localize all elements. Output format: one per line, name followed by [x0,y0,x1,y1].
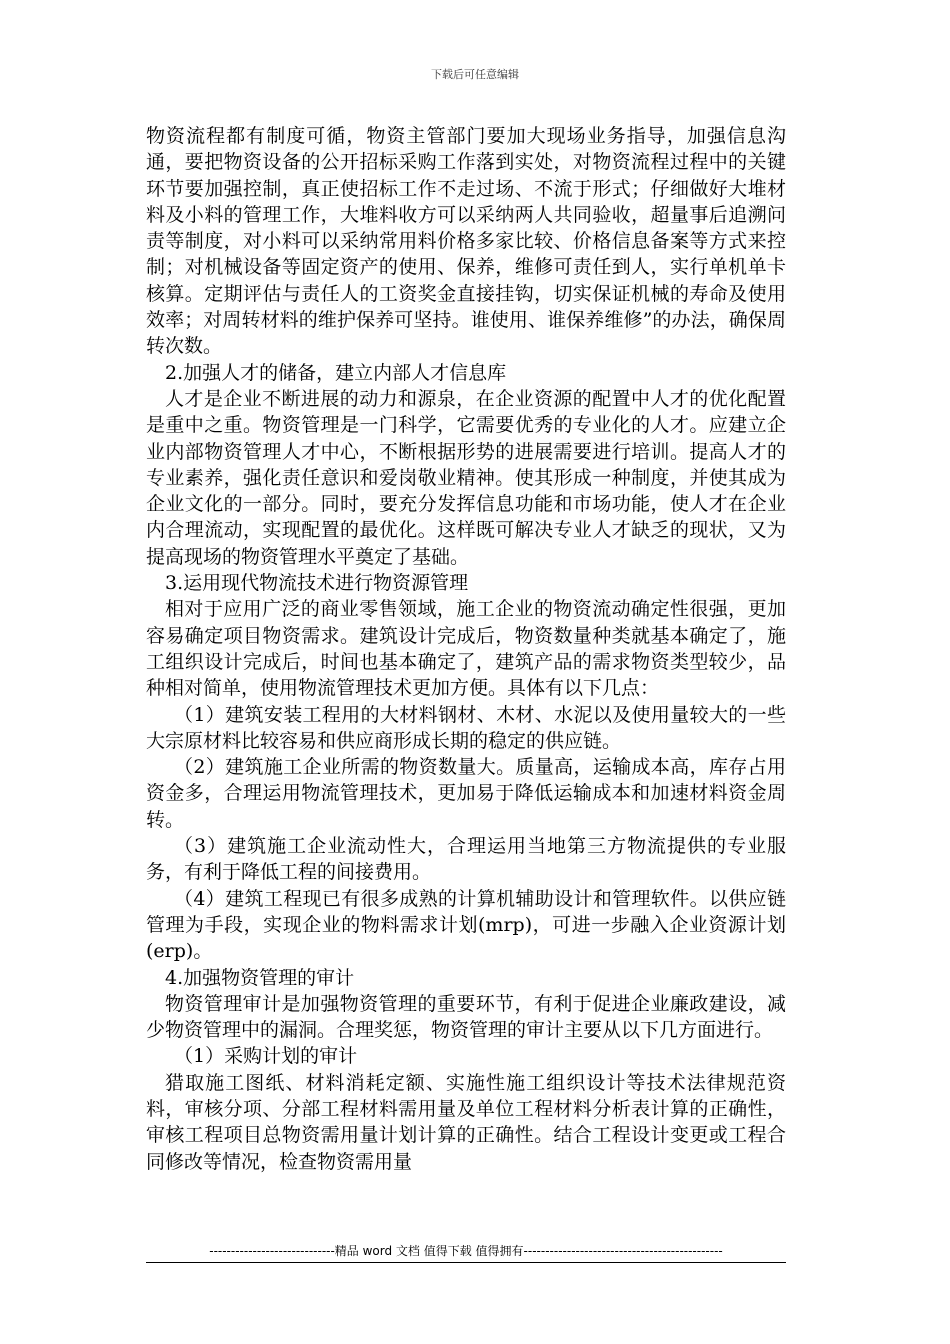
list-item-1: （1）建筑安装工程用的大材料钢材、木材、水泥以及使用量较大的一些大宗原材料比较容易和供应商形成长期的稳定的供应链。 [146,703,786,752]
subheading-procurement-audit: （1）采购计划的审计 [174,1045,358,1068]
section-heading-talent: 2.加强人才的储备，建立内部人才信息库 [165,361,507,384]
paragraph-material-flow: 物资流程都有制度可循，物资主管部门要加大现场业务指导，加强信息沟通，要把物资设备的公开招标采购工作落到实处，对物资流程过程中的关键环节要加强控制，真正使招标工作不走过场、不流于形式；仔细做好大堆材料及小料的管理工作，大堆料收方可以采纳两人共同验收，超量事后追溯问责等制度，对小料可以采纳常用料价格多家比较、价格信息备案等方式来控制；对机械设备等固定资产的使用、保养，维修可责任到人，实行单机单卡核算。定期评估与责任人的工资奖金直接挂钩，切实保证机械的寿命及使用效率；对周转材料的维护保养可坚持。谁使用、谁保养维修”的办法，确保周转次数。 [146,125,786,358]
paragraph-audit: 物资管理审计是加强物资管理的重要环节，有利于促进企业廉政建设，减少物资管理中的漏洞。合理奖惩，物资管理的审计主要从以下几方面进行。 [146,992,786,1042]
document-body [146,123,786,1175]
paragraph-procurement-audit: 猎取施工图纸、材料消耗定额、实施性施工组织设计等技术法律规范资料，审核分项、分部工程材料需用量及单位工程材料分析表计算的正确性，审核工程项目总物资需用量计划计算的正确性。结合工程设计变更或工程合同修改等情况，检查物资需用量 [146,1071,786,1173]
section-heading-logistics: 3.运用现代物流技术进行物资源管理 [165,572,469,595]
footer-divider [146,1262,786,1263]
list-item-2: （2）建筑施工企业所需的物资数量大。质量高，运输成本高，库存占用资金多，合理运用物流管理技术，更加易于降低运输成本和加速材料资金周转。 [146,756,786,831]
list-item-4: （4）建筑工程现已有很多成熟的计算机辅助设计和管理软件。以供应链管理为手段，实现企业的物料需求计划(mrp)，可进一步融入企业资源计划(erp)。 [146,887,786,963]
page-footer: -----------------------------精品 word 文档 值得下载 值得拥有---------------------------------------------- [209,1244,723,1258]
paragraph-talent: 人才是企业不断进展的动力和源泉，在企业资源的配置中人才的优化配置是重中之重。物资管理是一门科学，它需要优秀的专业化的人才。应建立企业内部物资管理人才中心，不断根据形势的进展需要进行培训。提高人才的专业素养，强化责任意识和爱岗敬业精神。使其形成一种制度，并使其成为企业文化的一部分。同时，要充分发挥信息功能和市场功能，使人才在企业内合理流动，实现配置的最优化。这样既可解决专业人才缺乏的现状，又为提高现场的物资管理水平奠定了基础。 [146,387,786,568]
paragraph-logistics: 相对于应用广泛的商业零售领域，施工企业的物资流动确定性很强，更加容易确定项目物资需求。建筑设计完成后，物资数量种类就基本确定了，施工组织设计完成后，时间也基本确定了，建筑产品的需求物资类型较少，品种相对简单，使用物流管理技术更加方便。具体有以下几点： [146,598,786,700]
page-header: 下载后可任意编辑 [431,68,519,81]
list-item-3: （3）建筑施工企业流动性大，合理运用当地第三方物流提供的专业服务，有利于降低工程的间接费用。 [146,835,786,884]
section-heading-audit: 4.加强物资管理的审计 [165,966,355,989]
